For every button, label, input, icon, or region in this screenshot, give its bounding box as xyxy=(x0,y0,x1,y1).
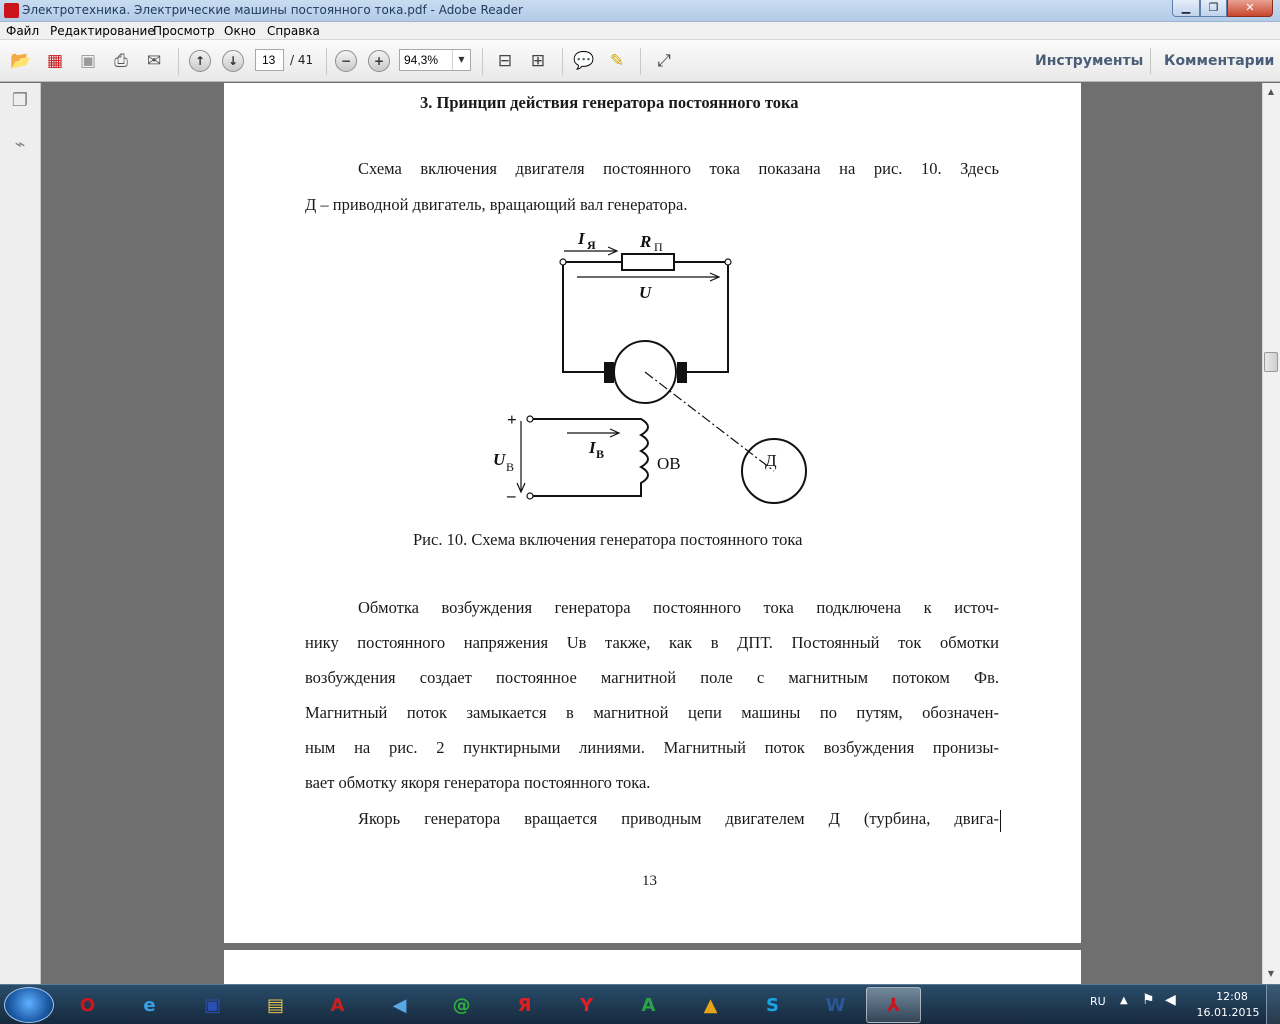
taskbar-app-yandex-icon[interactable] xyxy=(497,987,552,1023)
clock-date[interactable]: 16.01.2015 xyxy=(1196,1006,1260,1019)
window-title: Электротехника. Электрические машины постоянного тока.pdf - Adobe Reader xyxy=(22,3,523,17)
adobe-reader-app-icon xyxy=(4,3,19,18)
paragraph-line: Магнитный поток замыкается в магнитной цепи машины по путям, обозначен- xyxy=(305,703,999,722)
zoom-out-icon[interactable]: − xyxy=(333,48,359,74)
paragraph-line: Схема включения двигателя постоянного тока показана на рис. 10. Здесь xyxy=(358,159,999,178)
label-ia: I xyxy=(578,229,585,248)
label-rp: R xyxy=(640,232,652,251)
network-icon[interactable]: ⚑ xyxy=(1142,992,1155,1008)
taskbar-app-internet-explorer-icon[interactable] xyxy=(122,987,177,1023)
taskbar-app-glyph: W xyxy=(825,994,846,1016)
label-ia-sub: Я xyxy=(587,238,596,252)
scroll-down-icon[interactable]: ▼ xyxy=(1267,969,1275,978)
menu-file[interactable]: Файл xyxy=(6,24,40,38)
page-number-input[interactable] xyxy=(255,49,284,71)
fullscreen-icon[interactable]: ⤢ xyxy=(657,51,671,71)
close-button[interactable]: ✕ xyxy=(1227,0,1273,17)
taskbar-app-file-explorer-icon[interactable] xyxy=(248,987,303,1023)
chevron-down-icon[interactable]: ▼ xyxy=(452,50,470,70)
start-button[interactable] xyxy=(4,987,54,1023)
taskbar-app-glyph: ▲ xyxy=(703,994,718,1016)
navigation-pane xyxy=(0,83,41,984)
toolbar-separator xyxy=(562,48,563,75)
fit-width-icon[interactable]: ⊞ xyxy=(530,51,546,71)
paragraph-line: нику постоянного напряжения Uв также, как в ДПТ. Постоянный ток обмотки xyxy=(305,633,999,652)
taskbar-app-aimp-icon[interactable] xyxy=(621,987,676,1023)
label-d: Д xyxy=(765,451,777,470)
taskbar-app-autocad-icon[interactable] xyxy=(310,987,365,1023)
scroll-thumb[interactable] xyxy=(1264,352,1278,372)
label-ub: U xyxy=(493,450,506,469)
next-page-icon[interactable]: ↓ xyxy=(220,48,246,74)
open-icon[interactable]: 📂 xyxy=(10,51,32,71)
comment-icon[interactable]: 💬 xyxy=(573,51,595,71)
page-number: 13 xyxy=(642,873,657,889)
brush-left xyxy=(604,362,614,383)
prev-page-icon[interactable]: ↑ xyxy=(187,48,213,74)
taskbar-app-glyph: ◀ xyxy=(392,994,407,1016)
paragraph-line: вает обмотку якоря генератора постоянного тока. xyxy=(305,773,651,792)
pdf-page-next xyxy=(224,950,1081,984)
maximize-button[interactable]: ❐ xyxy=(1200,0,1227,17)
attachments-icon[interactable]: ⌁ xyxy=(14,134,26,155)
taskbar xyxy=(0,984,1280,1024)
taskbar-app-media-player-icon[interactable] xyxy=(372,987,427,1023)
page-total: / 41 xyxy=(290,53,314,67)
paragraph-line: ным на рис. 2 пунктирными линиями. Магнитный поток возбуждения пронизы- xyxy=(305,738,999,757)
circuit-diagram xyxy=(479,221,819,511)
taskbar-app-archicad-icon[interactable] xyxy=(683,987,738,1023)
taskbar-app-glyph: ▣ xyxy=(203,994,221,1016)
highlight-icon[interactable]: ✎ xyxy=(609,51,625,71)
scroll-up-icon[interactable]: ▲ xyxy=(1267,87,1275,96)
toolbar-separator xyxy=(326,48,327,75)
clock-time[interactable]: 12:08 xyxy=(1216,990,1248,1003)
zoom-select[interactable] xyxy=(399,49,471,71)
taskbar-app-glyph: ▤ xyxy=(266,994,284,1016)
label-ib-sub: В xyxy=(596,447,605,461)
minimize-button[interactable]: ▁ xyxy=(1172,0,1200,17)
taskbar-app-skype-icon[interactable] xyxy=(745,987,800,1023)
taskbar-app-glyph: ⅄ xyxy=(886,994,901,1016)
menu-view[interactable]: Просмотр xyxy=(153,24,215,38)
paragraph-line: Якорь генератора вращается приводным двигателем Д (турбина, двига- xyxy=(358,809,999,828)
volume-icon[interactable]: ◀ xyxy=(1165,992,1176,1008)
taskbar-app-glyph: S xyxy=(766,994,779,1016)
toolbar-divider xyxy=(1150,48,1151,74)
label-minus: – xyxy=(507,486,516,505)
taskbar-app-glyph: @ xyxy=(452,994,471,1016)
create-pdf-icon[interactable]: ▦ xyxy=(46,51,64,71)
zoom-in-icon[interactable]: + xyxy=(366,48,392,74)
label-ib: I xyxy=(589,438,596,457)
taskbar-app-glyph: Я xyxy=(517,994,532,1016)
document-viewport[interactable] xyxy=(42,83,1262,984)
toolbar-separator xyxy=(640,48,641,75)
menu-edit[interactable]: Редактирование xyxy=(50,24,155,38)
label-plus: + xyxy=(507,410,517,429)
paragraph-line: Д – приводной двигатель, вращающий вал генератора. xyxy=(305,195,688,214)
taskbar-app-opera-icon[interactable] xyxy=(60,987,115,1023)
menu-help[interactable]: Справка xyxy=(267,24,320,38)
vertical-scrollbar[interactable] xyxy=(1262,83,1280,984)
label-ub-sub: В xyxy=(506,460,515,474)
taskbar-app-yandex-browser-icon[interactable] xyxy=(559,987,614,1023)
print-icon[interactable]: ⎙ xyxy=(114,51,128,71)
language-indicator[interactable]: RU xyxy=(1090,995,1106,1008)
paragraph-line: Обмотка возбуждения генератора постоянного тока подключена к источ- xyxy=(358,598,999,617)
comments-pane-button[interactable]: Комментарии xyxy=(1164,53,1275,69)
resistor-rp xyxy=(622,254,674,270)
fit-page-icon[interactable]: ⊟ xyxy=(497,51,513,71)
taskbar-app-adobe-reader-icon[interactable] xyxy=(866,987,921,1023)
taskbar-app-glyph: Y xyxy=(579,994,594,1016)
tools-pane-button[interactable]: Инструменты xyxy=(1035,53,1144,69)
toolbar-separator xyxy=(482,48,483,75)
text-cursor xyxy=(1000,810,1001,832)
brush-right xyxy=(677,362,687,383)
paragraph-line: возбуждения создает постоянное магнитной поле с магнитным потоком Фв. xyxy=(305,668,999,687)
toolbar-separator xyxy=(178,48,179,75)
menu-bar xyxy=(0,22,1280,40)
email-icon[interactable]: ✉ xyxy=(146,51,162,71)
title-bar xyxy=(0,0,1280,22)
taskbar-app-glyph: e xyxy=(143,994,156,1016)
label-rp-sub: П xyxy=(654,240,663,254)
taskbar-app-mail-agent-icon[interactable] xyxy=(434,987,489,1023)
figure-caption: Рис. 10. Схема включения генератора постоянного тока xyxy=(413,530,803,549)
taskbar-app-glyph: O xyxy=(79,994,96,1016)
page-heading: 3. Принцип действия генератора постоянного тока xyxy=(420,93,799,112)
taskbar-app-glyph: A xyxy=(330,994,345,1016)
taskbar-app-glyph: A xyxy=(641,994,656,1016)
taskbar-app-save-disk-icon[interactable] xyxy=(185,987,240,1023)
save-icon[interactable]: ▣ xyxy=(79,51,97,71)
tray-expand-icon[interactable]: ▲ xyxy=(1120,995,1128,1006)
show-desktop-button[interactable] xyxy=(1266,985,1280,1024)
label-ov: ОВ xyxy=(657,454,681,473)
taskbar-app-word-icon[interactable] xyxy=(808,987,863,1023)
pdf-page xyxy=(224,83,1081,943)
menu-window[interactable]: Окно xyxy=(224,24,256,38)
label-u: U xyxy=(639,283,652,302)
page-thumbnails-icon[interactable]: ❐ xyxy=(11,90,29,111)
zoom-input[interactable] xyxy=(400,50,452,70)
